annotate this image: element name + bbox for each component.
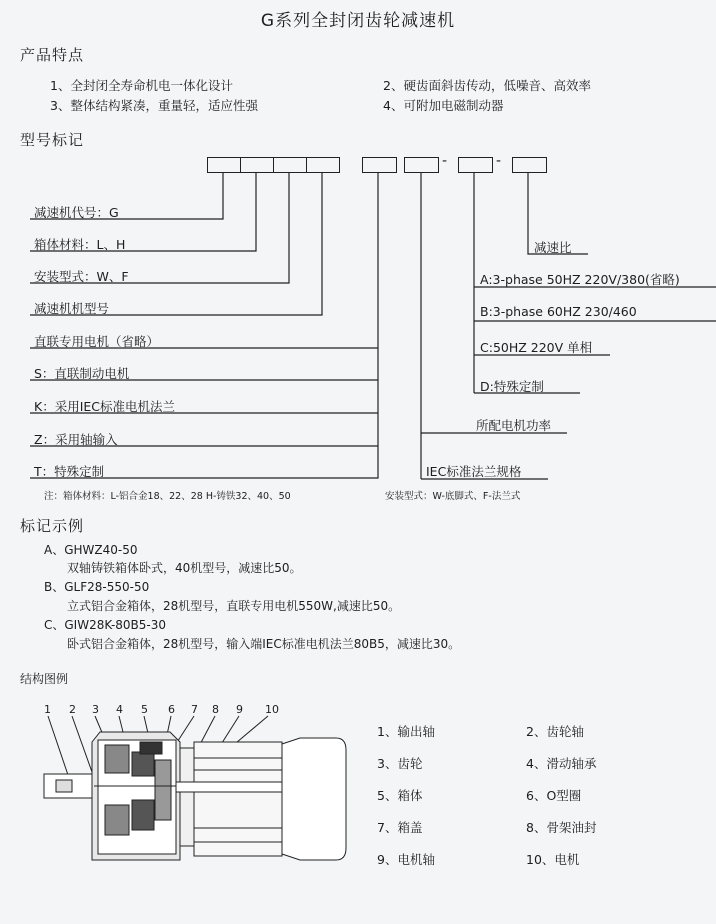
callout-number: 3	[92, 703, 99, 716]
model-label-custom: T：特殊定制	[34, 464, 105, 479]
model-heading: 型号标记	[20, 131, 85, 149]
callout-number: 8	[212, 703, 219, 716]
model-label-iec-flange-spec: IEC标准法兰规格	[426, 464, 522, 479]
model-note-material: 注：箱体材料：L-铝合金18、22、28 H-铸铁32、40、50	[44, 491, 291, 502]
example-code: B、GLF28-550-50	[44, 580, 150, 594]
model-label-frame-size: 减速机机型号	[34, 301, 110, 316]
example-desc: 卧式铝合金箱体，28机型号，输入端IEC标准电机法兰80B5，减速比30。	[67, 637, 461, 651]
example-desc: 双轴铸铁箱体卧式，40机型号，减速比50。	[67, 561, 302, 575]
model-label-shaft-input: Z：采用轴输入	[34, 432, 118, 447]
model-note-mounting: 安装型式：W-底脚式、F-法兰式	[385, 491, 521, 502]
model-label-voltage-d: D:特殊定制	[480, 379, 544, 394]
part-label: 1、输出轴	[377, 724, 435, 739]
part-label: 5、箱体	[377, 788, 423, 803]
part-label: 9、电机轴	[377, 852, 435, 867]
model-label-ratio: 减速比	[534, 240, 572, 255]
callout-number: 4	[116, 703, 123, 716]
model-label-voltage-b: B:3-phase 60HZ 230/460	[480, 304, 637, 319]
callout-number: 9	[236, 703, 243, 716]
callout-number: 6	[168, 703, 175, 716]
model-label-housing-material: 箱体材料：L、H	[34, 237, 126, 252]
feature-item: 3、整体结构紧凑，重量轻，适应性强	[50, 98, 258, 113]
part-label: 4、滑动轴承	[526, 756, 597, 771]
callout-number: 2	[69, 703, 76, 716]
part-label: 2、齿轮轴	[526, 724, 584, 739]
model-label-brake-motor: S：直联制动电机	[34, 366, 130, 381]
feature-item: 4、可附加电磁制动器	[383, 98, 504, 113]
callout-number: 1	[44, 703, 51, 716]
model-label-voltage-a: A:3-phase 50HZ 220V/380(省略)	[480, 272, 680, 287]
example-code: C、GIW28K-80B5-30	[44, 618, 167, 632]
dash-separator: -	[442, 153, 448, 169]
model-label-direct-motor: 直联专用电机（省略）	[34, 334, 160, 349]
model-label-reducer-code: 减速机代号：G	[34, 205, 119, 220]
example-desc: 立式铝合金箱体，28机型号，直联专用电机550W,减速比50。	[67, 599, 401, 613]
model-label-iec-flange: K：采用IEC标准电机法兰	[34, 399, 176, 414]
structure-heading: 结构图例	[20, 672, 69, 686]
examples-heading: 标记示例	[20, 517, 85, 535]
part-label: 10、电机	[526, 852, 580, 867]
example-code: A、GHWZ40-50	[44, 543, 138, 557]
part-label: 7、箱盖	[377, 820, 423, 835]
part-label: 6、O型圈	[526, 788, 582, 803]
model-label-motor-power: 所配电机功率	[476, 418, 552, 433]
callout-number: 7	[191, 703, 198, 716]
dash-separator: -	[496, 153, 502, 169]
feature-item: 2、硬齿面斜齿传动，低噪音、高效率	[383, 78, 591, 93]
part-label: 3、齿轮	[377, 756, 423, 771]
callout-number: 10	[265, 703, 279, 716]
page-title: G系列全封闭齿轮减速机	[260, 11, 456, 31]
feature-item: 1、全封闭全寿命机电一体化设计	[50, 78, 233, 93]
callout-number: 5	[141, 703, 148, 716]
features-heading: 产品特点	[20, 46, 85, 64]
model-label-voltage-c: C:50HZ 220V 单相	[480, 340, 593, 355]
model-label-mounting: 安装型式：W、F	[34, 269, 129, 284]
part-label: 8、骨架油封	[526, 820, 597, 835]
